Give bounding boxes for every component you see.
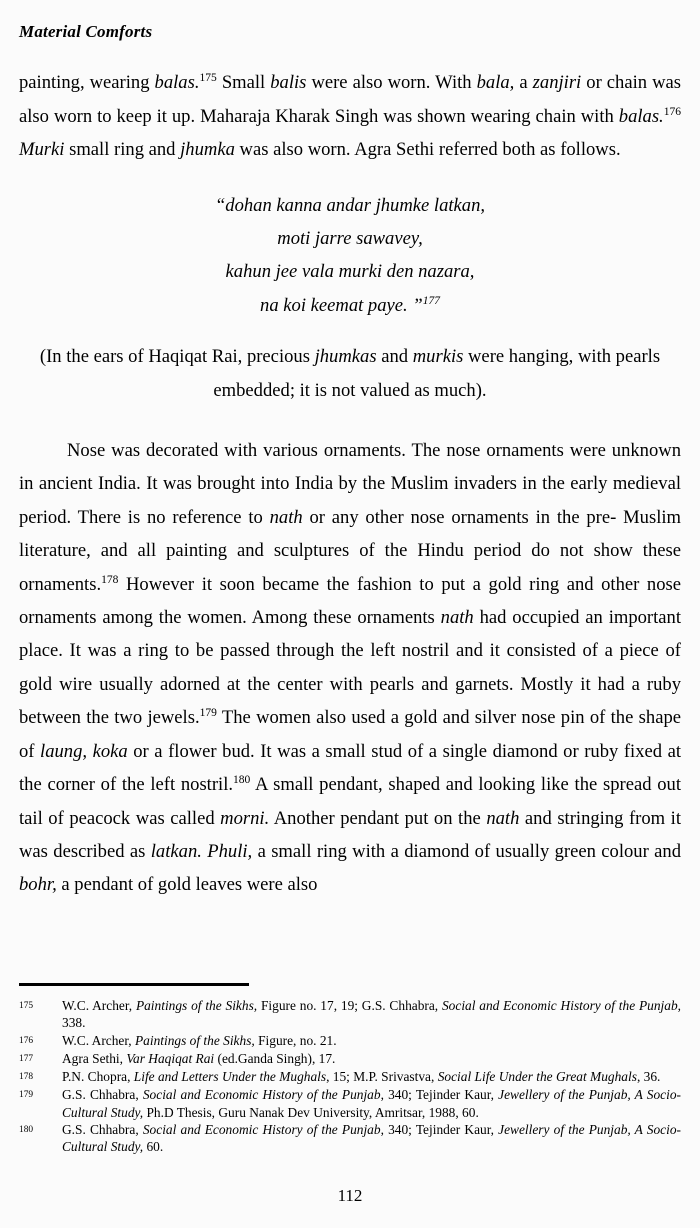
running-head: Material Comforts [19,22,153,41]
italic-term: nath [440,607,474,629]
italic-title: Jewellery of the Punjab, A Socio- Cultural Study, [62,1122,681,1155]
text-run: Agra Sethi, [62,1050,127,1066]
text-run: painting, wearing [19,72,155,94]
italic-term: Phuli, [207,840,253,862]
italic-term: balas. [618,105,664,127]
footnote-text [62,1032,681,1049]
italic-term: latkan. [150,840,202,862]
italic-title: Paintings of the Sikhs, [134,1032,255,1048]
text-run: Figure no. 17, 19; G.S. Chhabra, [257,998,442,1013]
text-run: were hanging, with pearls embedded; it is not valued as much). [213,346,661,401]
italic-term: jhumkas [314,346,377,368]
footnote-text [62,1068,681,1085]
italic-title: Var Haqiqat Rai [126,1050,215,1066]
text-run: a small ring with a diamond of usually green colour and [252,840,681,862]
footnote-text [62,1121,681,1156]
footnote-entry [19,1068,681,1086]
footnote-number: 180 [19,1125,34,1136]
text-run: had occupied an important place. It was a ring to be passed through the left nostril and it consisted of a piece of gold wire usually adorned at the center with pearls and garnets. Mostly it had a ruby between the two jewels. [19,607,681,729]
text-run: , 340; Tejinder Kaur, [380,1087,499,1103]
footnote-number: 177 [19,1053,34,1064]
footnote-entry [19,997,681,1032]
text-run: and stringing from it was described as [19,807,681,862]
footnote-entry [19,1032,681,1050]
text-run: W.C. Archer, [62,1032,135,1048]
spacer [19,322,681,340]
italic-term: laung, koka [40,740,128,762]
italic-title: Social Life Under the Great Mughals [437,1069,637,1085]
text-run: A small pendant, shaped and looking like the spread out tail of peacock was called [19,774,681,829]
footnote-number: 176 [19,1035,34,1046]
footnote-entry [19,1121,681,1156]
footnote-separator-rule [19,983,249,986]
italic-title: Jewellery of the Punjab, A Socio- Cultural Study, [62,1087,681,1120]
text-run: W.C. Archer, [62,998,136,1013]
text-run: , 36. [636,1069,661,1085]
footnote-text [62,1086,681,1121]
italic-term: morni. [220,807,270,829]
verse-translation [19,340,681,407]
footnote-ref-179: 179 [199,707,217,720]
italic-term: nath [486,807,520,829]
verse-line: moti jarre sawavey, [277,228,423,250]
italic-term: jhumka [180,139,235,161]
footnote-ref-180: 180 [233,773,251,786]
verse-line: “dohan kanna andar jhumke latkan, [214,194,486,216]
verse-line [19,289,681,322]
footnotes-section [19,983,681,1156]
text-run: Ph.D Thesis, Guru Nanak Dev University, Amritsar, 1988, 60. [143,1104,479,1120]
italic-term: zanjiri [532,72,582,94]
italic-title: Social and Economic History of the Punjab [142,1087,381,1103]
footnote-entry [19,1050,681,1068]
footnote-number: 179 [19,1090,34,1101]
paragraph-continuation [19,66,681,166]
text-run: Small [216,72,271,94]
text-run: (In the ears of Haqiqat Rai, precious [39,346,315,368]
text-run: or any other nose ornaments in the pre- Muslim literature, and all painting and sculptures of the Hindu period do not show these ornaments. [19,506,681,595]
page-number: 112 [337,1186,363,1205]
footnote-ref-175: 175 [199,72,217,85]
text-run: a pendant of gold leaves were also [56,874,318,896]
text-run: G.S. Chhabra, [62,1087,143,1103]
verse-text: na koi keemat paye. ” [260,294,423,316]
page-content [19,0,681,902]
text-run: were also worn. With [306,72,477,94]
text-run: or a flower bud. It was a small stud of a single diamond or ruby fixed at the corner of the left nostril. [19,740,682,796]
italic-title: Social and Economic History of the Punjab [441,998,678,1013]
text-run: G.S. Chhabra, [62,1122,143,1138]
verse-quotation [19,189,681,323]
footnote-ref-178: 178 [101,573,119,586]
text-run: Another pendant put on the [269,807,487,829]
italic-term: bala, [476,72,515,94]
footnote-text [62,997,681,1032]
verse-line: kahun jee vala murki den nazara, [225,261,475,283]
text-run: , 340; Tejinder Kaur, [380,1122,499,1138]
text-run: Nose was decorated with various ornaments. The nose ornaments were unknown in ancient India. It was brought into India by the Muslim invaders in the early medieval period. There is no reference to [19,440,681,528]
text-run: was also worn. Agra Sethi referred both as follows. [234,139,621,161]
spacer [19,167,681,189]
text-run: and [376,346,413,368]
footnote-number: 175 [19,1001,34,1011]
body-block [19,66,681,901]
text-run: The women also used a gold and silver nose pin of the shape of [19,707,681,762]
italic-term: Murki [19,139,65,161]
italic-term: bohr, [19,874,57,896]
text-run: small ring and [64,139,181,161]
italic-title: Paintings of the Sikhs, [135,998,258,1013]
spacer [19,407,681,434]
footnote-number: 178 [19,1072,34,1083]
italic-term: balis [270,72,307,94]
italic-title: Life and Letters Under the Mughals [133,1069,327,1085]
footnote-text [62,1050,681,1067]
text-run: , 338. [62,998,682,1031]
italic-term: balas. [154,72,200,94]
text-run: a [514,72,533,94]
text-run: Figure, no. 21. [254,1032,337,1048]
text-run: or chain was also worn to keep it up. Maharaja Kharak Singh was shown wearing chain with [19,72,681,127]
italic-title: Social and Economic History of the Punjab [142,1122,381,1138]
footnote-ref-176: 176 [663,105,681,118]
text-run: (ed.Ganda Singh), 17. [214,1050,336,1066]
text-run: P.N. Chopra, [62,1069,134,1085]
text-run: , 15; M.P. Srivastva, [326,1069,438,1085]
footnote-ref-177: 177 [422,294,440,307]
italic-term: nath [269,506,303,528]
text-run: 60. [143,1139,164,1155]
italic-term: murkis [412,346,464,368]
text-run: However it soon became the fashion to put a gold ring and other nose ornaments among the women. Among these ornaments [19,573,681,629]
paragraph-nose-ornaments [19,434,681,902]
footnote-entry [19,1086,681,1121]
